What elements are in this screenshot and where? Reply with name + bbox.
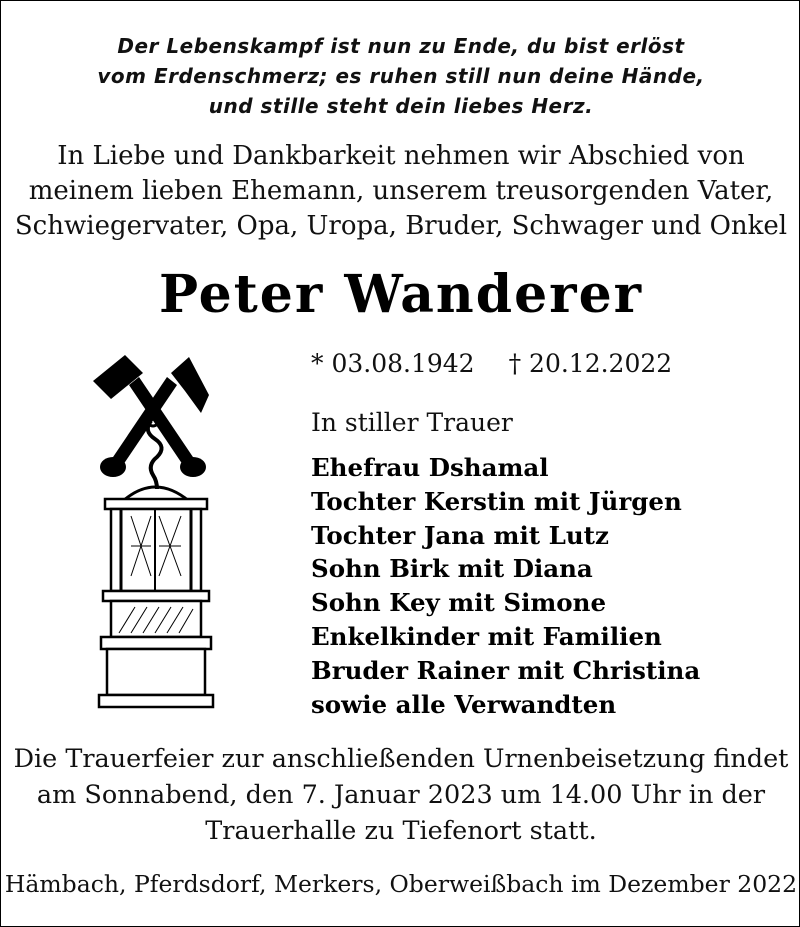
- funeral-line: Trauerhalle zu Tiefenort statt.: [205, 816, 597, 846]
- mourners-list: [311, 451, 791, 721]
- poem-line: und stille steht dein liebes Herz.: [208, 94, 594, 118]
- mourning-label: In stiller Trauer: [311, 408, 513, 437]
- mourner-item: sowie alle Verwandten: [311, 689, 617, 719]
- intro-line: meinem lieben Ehemann, unserem treusorgenden Vater,: [28, 176, 774, 206]
- intro-line: Schwiegervater, Opa, Uropa, Bruder, Schwager und Onkel: [14, 211, 788, 241]
- hammer-pick-miners-lamp-icon: [85, 351, 225, 716]
- poem-line: Der Lebenskampf ist nun zu Ende, du bist erlöst: [117, 34, 685, 58]
- funeral-line: Die Trauerfeier zur anschließenden Urnenbeisetzung findet: [13, 744, 789, 774]
- deceased-name: Peter Wanderer: [158, 264, 644, 325]
- funeral-info: [1, 741, 800, 849]
- mourner-item: Tochter Kerstin mit Jürgen: [311, 486, 682, 516]
- mourner-item: Tochter Jana mit Lutz: [311, 520, 609, 550]
- death-date: † 20.12.2022: [508, 349, 673, 378]
- intro-text: [1, 139, 800, 244]
- closing-line: Hämbach, Pferdsdorf, Merkers, Oberweißbach im Dezember 2022: [4, 870, 798, 898]
- poem-line: vom Erdenschmerz; es ruhen still nun deine Hände,: [97, 64, 705, 88]
- mourner-item: Sohn Birk mit Diana: [311, 554, 593, 584]
- poem: [1, 31, 800, 121]
- intro-line: In Liebe und Dankbarkeit nehmen wir Abschied von: [57, 141, 745, 171]
- funeral-line: am Sonnabend, den 7. Januar 2023 um 14.00 Uhr in der: [36, 780, 766, 810]
- mourner-item: Enkelkinder mit Familien: [311, 621, 662, 651]
- mourner-item: Bruder Rainer mit Christina: [311, 655, 701, 685]
- mourner-item: Ehefrau Dshamal: [311, 453, 549, 482]
- life-dates: [311, 347, 731, 381]
- mourner-item: Sohn Key mit Simone: [311, 588, 607, 618]
- birth-date: * 03.08.1942: [311, 349, 475, 378]
